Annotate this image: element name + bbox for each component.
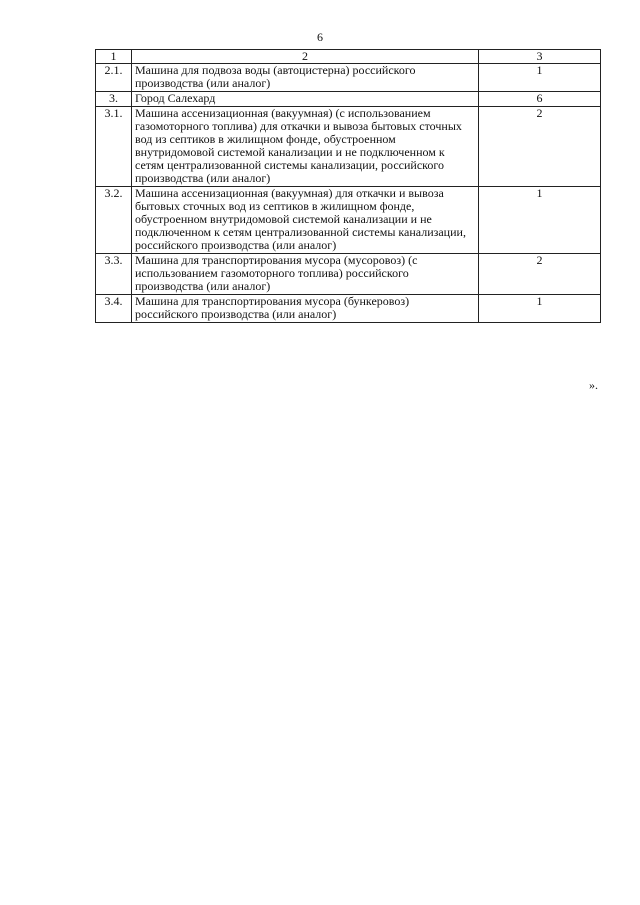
row-quantity: 1 [479, 295, 601, 323]
vehicle-table [95, 49, 601, 323]
row-number: 3.2. [96, 187, 132, 254]
row-number: 3.1. [96, 107, 132, 187]
table-row [96, 295, 601, 323]
header-cell-2: 2 [132, 50, 479, 64]
table-row [96, 92, 601, 107]
row-quantity: 1 [479, 64, 601, 92]
row-description: Машина ассенизационная (вакуумная) для откачки и вывоза бытовых сточных вод из септиков в жилищном фонде, обустроенном внутридомовой системой канализации и не подключенном к сетям централизованной системы канализации, российского производства (или аналог) [132, 187, 479, 254]
row-number: 3.3. [96, 254, 132, 295]
closing-quote-mark: ». [589, 378, 598, 392]
row-quantity: 1 [479, 187, 601, 254]
header-cell-3: 3 [479, 50, 601, 64]
table-row [96, 64, 601, 92]
table-row [96, 254, 601, 295]
row-number: 2.1. [96, 64, 132, 92]
row-description: Машина ассенизационная (вакуумная) (с использованием газомоторного топлива) для откачки и вывоза бытовых сточных вод из септиков в жилищном фонде, обустроенном внутридомовой системой канализации и не подключенном к сетям централизованной системы канализации, российского производства (или аналог) [132, 107, 479, 187]
row-description: Машина для транспортирования мусора (бункеровоз) российского производства (или аналог) [132, 295, 479, 323]
row-description: Машина для подвоза воды (автоцистерна) российского производства (или аналог) [132, 64, 479, 92]
row-quantity: 2 [479, 254, 601, 295]
table-header-row [96, 50, 601, 64]
row-quantity: 2 [479, 107, 601, 187]
row-number: 3.4. [96, 295, 132, 323]
header-cell-1: 1 [96, 50, 132, 64]
row-description: Город Салехард [132, 92, 479, 107]
row-number: 3. [96, 92, 132, 107]
table-row [96, 187, 601, 254]
row-description: Машина для транспортирования мусора (мусоровоз) (с использованием газомоторного топлива) российского производства (или аналог) [132, 254, 479, 295]
row-quantity: 6 [479, 92, 601, 107]
table-row [96, 107, 601, 187]
page-number: 6 [317, 30, 323, 44]
